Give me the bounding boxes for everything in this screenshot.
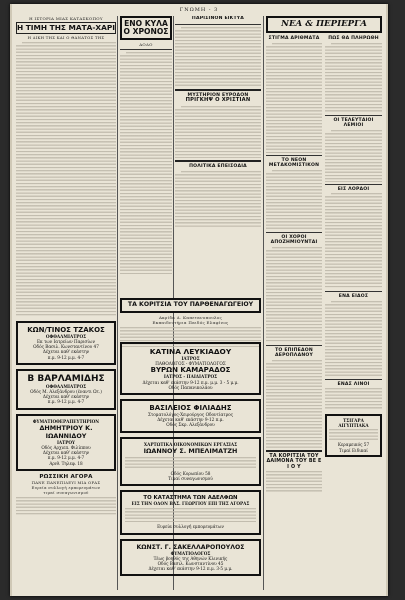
ad-line: Ευρεία συλλογή εμπορευμάτων	[31, 485, 101, 491]
ad-line: Οδός Βασιλ. Κωνσταντίνου 47	[33, 344, 99, 350]
divider	[325, 379, 382, 380]
divider	[325, 184, 382, 185]
column-rule	[263, 16, 264, 590]
ad-title: ΤΟ ΚΑΤΑΣΤΗΜΑ ΤΩΝ ΑΔΕΛΦΩΝ	[143, 495, 238, 502]
section-title-box	[266, 16, 382, 33]
ad-line: ΕΙΣ ΤΗΝ ΟΔΟΝ ΒΑΣ. ΓΕΩΡΓΙΟΥ ΕΠΙ ΤΗΣ ΑΓΟΡΑΣ	[131, 501, 250, 507]
ad-line: Δέχεται καθ' εκάστην 9-12 π.μ. μ.μ. 3 - 5 μ.μ.	[142, 379, 239, 385]
article-body	[266, 247, 322, 343]
ad-ioannidou	[16, 414, 116, 471]
article-body	[325, 301, 382, 377]
article-body	[266, 43, 322, 153]
ad-line: Οδός Σκρ. Αλεξάνδρου	[166, 422, 215, 428]
ad-line: Κεραμεικός 57	[337, 442, 370, 448]
ad-line: ΠΑΘΟΛΟΓΟΣ - ΦΥΜΑΤΙΟΛΟΓΟΣ	[155, 361, 226, 367]
article-body	[175, 106, 261, 158]
ad-title: ΒΑΣΙΛΕΙΟΣ ΦΙΛΙΑΔΗΣ	[149, 404, 232, 413]
ad-line: Δέχεται καθ' εκάστην 9-12 π.μ.	[157, 417, 224, 423]
article-body	[325, 130, 382, 182]
section-head: ΣΤΙΓΜΑ ΑΡΙΘΜΑΤΑ	[268, 36, 320, 42]
ad-line: Οδός Μ. Αλεξάνδρου (έναντι Ωτ.)	[30, 388, 102, 394]
ad-name: ΙΩΑΝΝΟΥ Σ. ΜΠΕΛΙΜΑΤΖΗ	[143, 446, 238, 455]
ad-tzakos	[16, 321, 116, 365]
ad-role: ΙΑΤΡΟΥ	[56, 439, 76, 445]
ad-role: ΟΦΘΑΛΜΙΑΤΡΟΣ	[45, 333, 87, 339]
ad-filiadis	[120, 399, 261, 433]
divider	[266, 450, 322, 452]
ad-line: Στοματολόγος-Χειρούργος Οδοντίατρος	[147, 412, 234, 418]
ad-adelfon	[120, 490, 261, 534]
article-body	[175, 171, 261, 227]
banner-block	[120, 298, 261, 347]
ad-body	[329, 429, 378, 441]
divider	[325, 115, 382, 116]
ad-line: Δέχεται καθ' εκάστην	[42, 394, 90, 400]
ad-body	[125, 508, 256, 522]
section-head: ΕΝΑ ΕΙΔΟΣ	[338, 294, 369, 300]
center-ads	[120, 342, 261, 580]
ad-line: Δέχεται καθ' εκάστην	[42, 349, 90, 355]
divider	[175, 89, 261, 91]
article-body	[325, 43, 382, 113]
divider	[175, 160, 261, 162]
article-subhead: Η ΔΙΚΗ ΤΗΣ ΚΑΙ Ο ΘΑΝΑΤΟΣ ΤΗΣ	[27, 34, 105, 40]
section-head: ΠΩΣ ΘΑ ΠΛΗΡΩΘΗ	[328, 36, 379, 42]
ad-line: Οδός Παπανικολάου	[168, 384, 213, 390]
section-head: ΠΑΡΙΣΙΝΟΝ ΕΙΚΤΥΑ	[191, 16, 245, 21]
ad-leukiadou	[120, 342, 261, 395]
ad-rossiki-agora	[16, 475, 116, 516]
ad-title: ΧΑΡΤΩΤΙΚΑ ΟΙΚΟΝΟΜΙΚΩΝ ΕΡΓΑΣΙΑΣ	[143, 441, 238, 447]
ad-line: π.μ. 9-12 μ.μ. 4-7	[47, 455, 85, 461]
ad-line: Οδός Βασιλ. Κωνσταντίνου 45	[157, 561, 224, 567]
ad-sakellaropoulos	[120, 539, 261, 577]
ad-line: Δέχεται καθ' εκάστην 9-12 π.μ. 3-5 μ.μ.	[148, 566, 233, 572]
column-rule	[117, 16, 118, 590]
section-head: ΕΙΣ ΛΟΡΔΟΙ	[337, 186, 370, 192]
ad-role: ΙΑΤΡΟΣ - ΠΑΙΔΙΑΤΡΟΣ	[163, 374, 218, 380]
running-header: ΓΝΩΜΗ - 3	[179, 7, 219, 13]
ad-line: τιμαί συναγωνισμού	[43, 490, 89, 496]
divider	[266, 345, 322, 346]
article-body	[120, 52, 172, 274]
article-body	[266, 170, 322, 230]
section-head: ΠΟΛΙΤΙΚΑ ΕΠΕΙΣΟΔΙΑ	[189, 163, 247, 169]
ad-line: Τέως βοηθός της Αθηνών Κλινικής	[153, 555, 228, 561]
section-head: ΤΟ ΝΕΟΝ ΜΕΤΑΚΟΜΙΣΤΙΚΟΝ	[268, 157, 320, 169]
article-body	[16, 42, 116, 316]
ad-title: ΦΥΜΑΤΙΟΘΕΡΑΠΕΥΤΗΡΙΟΝ	[32, 418, 100, 424]
ad-line: Εκ των Ιατρείων Παρισίων	[36, 338, 96, 344]
section-headline: ΕΝΟ ΚΥΛΑ Ο ΧΡΟΝΟΣ	[123, 19, 169, 36]
ad-title: ΚΑΤΙΝΑ ΛΕΥΚΙΑΔΟΥ	[149, 347, 232, 356]
ad-line: Οδός Κορωπίου 58	[170, 470, 211, 476]
ad-body	[16, 497, 116, 515]
scan-edge-right	[386, 4, 388, 596]
section-head: ΟΙ ΧΟΡΟΙ ΑΠΟΖΗΜΙΟΥΝΤΑΙ	[270, 234, 318, 246]
divider	[120, 49, 172, 50]
ad-title: ΡΩΣΣΙΚΗ ΑΓΟΡΑ	[39, 473, 93, 480]
column-a	[16, 16, 116, 592]
headline-box	[120, 16, 172, 40]
ad-line: Δέχεται καθ' εκάστην	[42, 450, 90, 456]
ad-name: ΒΥΡΩΝ ΚΑΜΑΡΑΔΟΣ	[150, 366, 231, 375]
section-head: ΜΥΣΤΗΡΙΟΝ ΕΥΡΟΔΟΝ	[187, 92, 249, 98]
section-head: ΤΟ ΕΠΙΠΕΔΟΝ ΑΕΡΟΠΛΑΝΟΥ	[275, 347, 313, 359]
scan-edge-left	[10, 4, 12, 596]
banner-headline: ΤΑ ΚΟΡΙΤΣΙΑ ΤΟΥ ΠΑΡΘΕΝΑΓΩΓΕΙΟΥ	[127, 301, 254, 308]
article-body	[325, 193, 382, 289]
section-title: ΝΕΑ & ΠΕΡΙΕΡΓΑ	[281, 19, 367, 29]
banner-box	[120, 298, 261, 313]
ad-line: Οδός Αρχιεπ. Φιλίππου	[41, 445, 91, 450]
ad-varlamidis	[16, 369, 116, 410]
banner-line: Εκπαιδευτήρια Παιδός Ελαφίνος	[152, 319, 229, 325]
section-head: ΕΝΑΣ ΛΙΝΟΙ	[337, 381, 370, 387]
article-body	[266, 471, 322, 493]
ad-line: Αριθ. Τηλεφ. 18	[49, 460, 83, 466]
banner-line: Ακρίδα Δ. Καπετανοπουλος	[158, 314, 223, 320]
ad-role: ΦΥΜΑΤΙΟΛΟΓΟΣ	[170, 550, 211, 556]
ad-name: ΔΗΜΗΤΡΙΟΥ Κ. ΙΩΑΝΝΙΔΟΥ	[39, 423, 93, 440]
ad-belimatzi	[120, 437, 261, 487]
column-d	[266, 16, 382, 592]
divider	[325, 291, 382, 292]
ad-line: Τιμαί συναγωνισμού	[168, 476, 213, 482]
article-body	[325, 388, 382, 410]
column-d-body	[266, 36, 382, 493]
ad-title: ΚΩΝΣΤ. Γ. ΣΑΚΕΛΛΑΡΟΠΟΥΛΟΣ	[136, 543, 245, 551]
article-body	[266, 360, 322, 448]
section-head: ΠΡΙΓΚΗΨ Ο ΧΡΙΣΤΙΑΝ	[185, 97, 251, 103]
divider	[266, 232, 322, 233]
ad-title: Β ΒΑΡΛΑΜΙΔΗΣ	[27, 373, 105, 384]
article-body	[175, 27, 261, 87]
ad-line: π.μ. 9-12 μ.μ. 4-7	[47, 354, 85, 360]
ad-line: π.μ. 9-12 μ.μ. 4-7	[47, 399, 85, 405]
ad-subtitle: ΠΑΝΕ ΠΑΝΕΠΙΔΕΥΙ ΜΙΑ ΟΡΑΣ	[31, 480, 101, 486]
divider	[175, 24, 261, 25]
ad-title: ΚΩΝ/ΤΙΝΟΣ ΤΖΑΚΟΣ	[27, 325, 105, 334]
section-subhead: ΑΟΔΟ	[139, 41, 153, 47]
ad-line: Ευρεία συλλογή εμπορευμάτων	[157, 524, 224, 530]
ad-line: Τιμαί Ειδικαί	[339, 447, 368, 453]
ad-tsigara	[325, 414, 382, 457]
column-c	[175, 16, 261, 278]
newspaper-page	[10, 4, 388, 596]
column-d-left	[266, 36, 322, 493]
article-headline: Η ΤΙΜΗ ΤΗΣ ΜΑΤΑ-ΧΑΡΙ	[17, 23, 115, 32]
column-d-right	[325, 36, 382, 493]
article-kicker: Η ΙΣΤΟΡΙΑ ΜΙΑΣ ΚΑΤΑΣΚΟΠΟΥ	[29, 16, 103, 21]
headline-box	[16, 22, 116, 34]
ad-role: ΙΑΤΡΟΣ	[181, 356, 200, 361]
section-head: ΟΙ ΤΕΛΕΥΤΑΙΟΙ ΛΕΜΙΟΙ	[333, 117, 374, 129]
section-head: ΤΑ ΚΟΡΙΤΣΙΑ ΤΟΥ ΔΑΙΜΟΝΑ ΤΟΥ ΒΕ Ε Ι Ο Υ	[266, 453, 322, 470]
ad-body	[125, 457, 256, 469]
divider	[266, 155, 322, 156]
ad-title: ΤΣΙΓΑΡΑ ΑΙΓΥΠΤΙΑΚΑ	[338, 418, 369, 429]
ad-role: ΟΦΘΑΛΜΙΑΤΡΟΣ	[45, 383, 87, 389]
